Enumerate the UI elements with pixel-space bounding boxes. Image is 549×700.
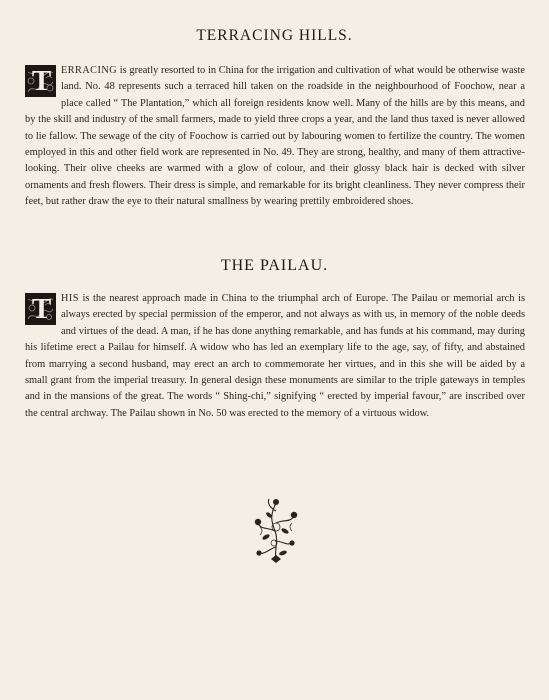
floral-vignette-icon [252,497,300,563]
dropcap-letter: T [31,293,52,325]
section-title-the-pailau: THE PAILAU. [220,257,329,274]
paragraph-text: is greatly resorted to in China for the irrigation and cultivation of what would be otherwise waste land. No. 48 represents such a terraced hill taken on the roadside in the neighbourhood of Foochow, near a place called “ The Plantation,” which all foreign residents know well. Many of the hills are by this means, and by the skill and industry of the small farmers, made to yield three crops a year, and the land thus taxed is never allowed to lie fallow. The sewage of the city of Foochow is carried out by labouring women to fertilize the country. The women employed in this and other field work are represented in No. 49. They are strong, healthy, and many of them attractive-looking. Their olive cheeks are warmed with a glow of colour, and their glossy black hair is decked with silver ornaments and fresh flowers. Their dress is simple, and remarkable for its bright cleanliness. They never compress their feet, but rather draw the eye to their natural smallness by wearing prettily embroidered shoes. [25,65,525,208]
ornamental-dropcap-icon [25,65,56,97]
ornamental-dropcap-icon [25,293,56,325]
paragraph-text: is the nearest approach made in China to the triumphal arch of Europe. The Pailau or memorial arch is always erected by special permission of the emperor, and not always as with us, in memory of the noble deeds and virtues of the dead. A man, if he has done anything remarkable, and has funds at his command, may during his lifetime erect a Pailau for himself. A widow who has led an exemplary life to the age, say, of fifty, and abstained from marrying a second husband, may erect an arch to commemorate her virtues, and in this she will be aided by a small grant from the imperial treasury. In general design these monuments are similar to the triple gateways in temples and in the mansions of the great. The words “ Shing-chi,” signifying “ erected by imperial favour,” are inscribed over the central archway. The Pailau shown in No. 50 was erected to the memory of a virtuous widow. [25,293,525,419]
paragraph-terracing-hills [25,63,525,211]
section-title-terracing-hills: TERRACING HILLS. [196,27,353,44]
paragraph-the-pailau [25,291,525,422]
lead-word: ERRACING [61,65,118,76]
lead-word: HIS [61,293,79,304]
dropcap-letter: T [31,65,52,97]
